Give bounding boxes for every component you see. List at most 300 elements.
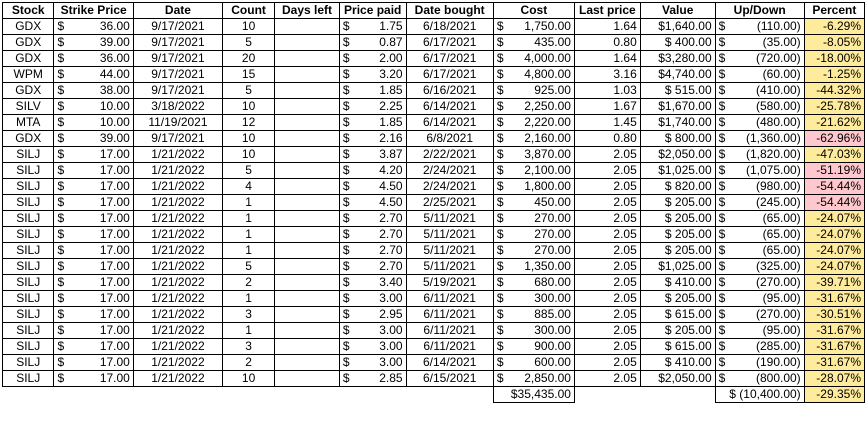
cell-date[interactable]: 1/21/2022 [133,339,222,355]
cell-date-bought[interactable]: 6/14/2021 [406,355,493,371]
cell-cost[interactable]: $ 270.00 [493,211,574,227]
cell-stock[interactable]: SILJ [3,259,54,275]
cell-date-bought[interactable]: 6/16/2021 [406,83,493,99]
cell-count[interactable]: 1 [223,211,275,227]
cell-price-paid[interactable]: $ 2.85 [339,371,406,387]
cell-count[interactable]: 5 [223,35,275,51]
cell-days-left[interactable] [275,147,340,163]
cell-value[interactable]: $ 400.00 [640,35,715,51]
cell-days-left[interactable] [275,371,340,387]
cell-price-paid[interactable]: $ 2.00 [339,51,406,67]
cell-date[interactable]: 1/21/2022 [133,275,222,291]
cell-percent[interactable]: -31.67% [804,291,864,307]
cell-strike-price[interactable]: $ 17.00 [54,355,133,371]
cell-percent[interactable]: -47.03% [804,147,864,163]
cell-percent[interactable]: -1.25% [804,67,864,83]
cell-percent[interactable]: -30.51% [804,307,864,323]
cell-date-bought[interactable]: 5/11/2021 [406,211,493,227]
cell-date[interactable]: 1/21/2022 [133,291,222,307]
cell-last-price[interactable]: 1.45 [574,115,640,131]
table-row[interactable] [3,67,865,83]
cell-days-left[interactable] [275,291,340,307]
cell-date[interactable]: 1/21/2022 [133,147,222,163]
cell-price-paid[interactable]: $ 0.87 [339,35,406,51]
cell-percent[interactable]: -25.78% [804,99,864,115]
cell-percent[interactable]: -18.00% [804,51,864,67]
cell-days-left[interactable] [275,115,340,131]
cell-strike-price[interactable]: $ 39.00 [54,131,133,147]
cell-price-paid[interactable]: $ 2.25 [339,99,406,115]
cell-stock[interactable]: SILJ [3,371,54,387]
cell-value[interactable]: $1,025.00 [640,259,715,275]
cell-value[interactable]: $ 800.00 [640,131,715,147]
table-row[interactable] [3,179,865,195]
cell-days-left[interactable] [275,211,340,227]
cell-strike-price[interactable]: $ 17.00 [54,227,133,243]
cell-days-left[interactable] [275,195,340,211]
cell-strike-price[interactable]: $ 17.00 [54,339,133,355]
cell-date-bought[interactable]: 6/8/2021 [406,131,493,147]
cell-price-paid[interactable]: $ 3.40 [339,275,406,291]
cell-date-bought[interactable]: 2/24/2021 [406,179,493,195]
cell-cost[interactable]: $ 270.00 [493,243,574,259]
cell-days-left[interactable] [275,19,340,35]
cell-date[interactable]: 9/17/2021 [133,35,222,51]
cell-date[interactable]: 1/21/2022 [133,371,222,387]
cell-date[interactable]: 1/21/2022 [133,259,222,275]
cell-value[interactable]: $ 205.00 [640,211,715,227]
cell-date[interactable]: 1/21/2022 [133,211,222,227]
cell-price-paid[interactable]: $ 4.50 [339,179,406,195]
table-row[interactable] [3,195,865,211]
cell-updown[interactable]: $ (285.00) [715,339,804,355]
cell-updown[interactable]: $ (60.00) [715,67,804,83]
cell-last-price[interactable]: 2.05 [574,163,640,179]
cell-count[interactable]: 1 [223,195,275,211]
cell-last-price[interactable]: 2.05 [574,371,640,387]
cell-price-paid[interactable]: $ 2.70 [339,243,406,259]
cell-percent[interactable]: -51.19% [804,163,864,179]
cell-date[interactable]: 1/21/2022 [133,355,222,371]
cell-updown[interactable]: $ (980.00) [715,179,804,195]
cell-last-price[interactable]: 0.80 [574,35,640,51]
cell-count[interactable]: 1 [223,227,275,243]
table-row[interactable] [3,147,865,163]
cell-cost[interactable]: $ 600.00 [493,355,574,371]
cell-last-price[interactable]: 3.16 [574,67,640,83]
cell-updown[interactable]: $ (1,360.00) [715,131,804,147]
cell-percent[interactable]: -54.44% [804,195,864,211]
cell-percent[interactable]: -31.67% [804,323,864,339]
cell-last-price[interactable]: 2.05 [574,355,640,371]
cell-count[interactable]: 1 [223,243,275,259]
cell-count[interactable]: 10 [223,147,275,163]
cell-value[interactable]: $4,740.00 [640,67,715,83]
cell-date-bought[interactable]: 6/17/2021 [406,67,493,83]
cell-strike-price[interactable]: $ 17.00 [54,147,133,163]
cell-updown[interactable]: $ (270.00) [715,275,804,291]
cell-days-left[interactable] [275,339,340,355]
cell-updown[interactable]: $ (325.00) [715,259,804,275]
cell-cost[interactable]: $ 270.00 [493,227,574,243]
table-row[interactable] [3,355,865,371]
column-header-date-bought[interactable]: Date bought [406,3,493,19]
cell-cost[interactable]: $ 900.00 [493,339,574,355]
total-percent[interactable]: -29.35% [804,387,864,403]
cell-value[interactable]: $ 515.00 [640,83,715,99]
cell-date[interactable]: 1/21/2022 [133,323,222,339]
cell-count[interactable]: 10 [223,371,275,387]
table-row[interactable] [3,227,865,243]
cell-percent[interactable]: -24.07% [804,259,864,275]
cell-percent[interactable]: -28.07% [804,371,864,387]
cell-price-paid[interactable]: $ 3.20 [339,67,406,83]
cell-days-left[interactable] [275,323,340,339]
cell-date-bought[interactable]: 6/11/2021 [406,323,493,339]
cell-value[interactable]: $2,050.00 [640,371,715,387]
cell-cost[interactable]: $ 3,870.00 [493,147,574,163]
cell-cost[interactable]: $ 2,220.00 [493,115,574,131]
cell-stock[interactable]: GDX [3,35,54,51]
cell-value[interactable]: $3,280.00 [640,51,715,67]
cell-count[interactable]: 1 [223,323,275,339]
cell-last-price[interactable]: 1.03 [574,83,640,99]
cell-price-paid[interactable]: $ 1.85 [339,83,406,99]
cell-last-price[interactable]: 2.05 [574,195,640,211]
cell-updown[interactable]: $ (270.00) [715,307,804,323]
table-row[interactable] [3,323,865,339]
cell-price-paid[interactable]: $ 2.70 [339,259,406,275]
cell-strike-price[interactable]: $ 17.00 [54,307,133,323]
cell-cost[interactable]: $ 2,850.00 [493,371,574,387]
table-row[interactable] [3,115,865,131]
table-row[interactable] [3,275,865,291]
table-row[interactable] [3,51,865,67]
cell-cost[interactable]: $ 1,800.00 [493,179,574,195]
cell-count[interactable]: 2 [223,355,275,371]
cell-stock[interactable]: WPM [3,67,54,83]
cell-percent[interactable]: -8.05% [804,35,864,51]
table-row[interactable] [3,243,865,259]
cell-stock[interactable]: GDX [3,19,54,35]
cell-count[interactable]: 5 [223,163,275,179]
cell-date[interactable]: 9/17/2021 [133,131,222,147]
table-row[interactable] [3,131,865,147]
cell-count[interactable]: 3 [223,339,275,355]
cell-date[interactable]: 9/17/2021 [133,67,222,83]
cell-updown[interactable]: $ (65.00) [715,227,804,243]
cell-price-paid[interactable]: $ 1.75 [339,19,406,35]
cell-strike-price[interactable]: $ 44.00 [54,67,133,83]
cell-stock[interactable]: SILJ [3,179,54,195]
cell-date-bought[interactable]: 6/11/2021 [406,291,493,307]
cell-count[interactable]: 5 [223,259,275,275]
cell-date-bought[interactable]: 6/11/2021 [406,339,493,355]
cell-count[interactable]: 10 [223,99,275,115]
cell-value[interactable]: $1,740.00 [640,115,715,131]
cell-updown[interactable]: $ (720.00) [715,51,804,67]
cell-date-bought[interactable]: 6/11/2021 [406,307,493,323]
cell-days-left[interactable] [275,163,340,179]
cell-count[interactable]: 1 [223,291,275,307]
cell-date-bought[interactable]: 2/24/2021 [406,163,493,179]
cell-percent[interactable]: -44.32% [804,83,864,99]
cell-percent[interactable]: -24.07% [804,243,864,259]
cell-last-price[interactable]: 2.05 [574,243,640,259]
cell-count[interactable]: 20 [223,51,275,67]
cell-value[interactable]: $2,050.00 [640,147,715,163]
cell-last-price[interactable]: 2.05 [574,275,640,291]
cell-cost[interactable]: $ 2,160.00 [493,131,574,147]
cell-percent[interactable]: -31.67% [804,339,864,355]
cell-value[interactable]: $1,670.00 [640,99,715,115]
cell-last-price[interactable]: 2.05 [574,259,640,275]
cell-cost[interactable]: $ 450.00 [493,195,574,211]
cell-date-bought[interactable]: 5/11/2021 [406,243,493,259]
total-cost[interactable]: $35,435.00 [493,387,574,403]
cell-date-bought[interactable]: 6/14/2021 [406,99,493,115]
cell-updown[interactable]: $ (65.00) [715,243,804,259]
column-header-last-price[interactable]: Last price [574,3,640,19]
cell-last-price[interactable]: 2.05 [574,179,640,195]
cell-days-left[interactable] [275,131,340,147]
cell-cost[interactable]: $ 300.00 [493,323,574,339]
cell-stock[interactable]: SILJ [3,147,54,163]
cell-stock[interactable]: SILJ [3,339,54,355]
cell-date[interactable]: 1/21/2022 [133,195,222,211]
cell-price-paid[interactable]: $ 2.16 [339,131,406,147]
cell-cost[interactable]: $ 4,800.00 [493,67,574,83]
cell-price-paid[interactable]: $ 3.00 [339,291,406,307]
table-row[interactable] [3,19,865,35]
cell-date[interactable]: 9/17/2021 [133,19,222,35]
cell-date-bought[interactable]: 5/19/2021 [406,275,493,291]
table-row[interactable] [3,291,865,307]
cell-strike-price[interactable]: $ 39.00 [54,35,133,51]
cell-days-left[interactable] [275,275,340,291]
cell-price-paid[interactable]: $ 1.85 [339,115,406,131]
cell-last-price[interactable]: 1.67 [574,99,640,115]
cell-value[interactable]: $ 615.00 [640,307,715,323]
cell-value[interactable]: $ 410.00 [640,275,715,291]
cell-percent[interactable]: -24.07% [804,211,864,227]
cell-strike-price[interactable]: $ 17.00 [54,179,133,195]
cell-cost[interactable]: $ 300.00 [493,291,574,307]
cell-date[interactable]: 1/21/2022 [133,227,222,243]
cell-updown[interactable]: $ (580.00) [715,99,804,115]
cell-price-paid[interactable]: $ 2.70 [339,227,406,243]
cell-date-bought[interactable]: 5/11/2021 [406,259,493,275]
cell-cost[interactable]: $ 1,350.00 [493,259,574,275]
cell-updown[interactable]: $ (480.00) [715,115,804,131]
column-header-date[interactable]: Date [133,3,222,19]
cell-stock[interactable]: MTA [3,115,54,131]
cell-value[interactable]: $ 820.00 [640,179,715,195]
cell-updown[interactable]: $ (110.00) [715,19,804,35]
table-row[interactable] [3,307,865,323]
table-row[interactable] [3,83,865,99]
cell-price-paid[interactable]: $ 2.95 [339,307,406,323]
cell-value[interactable]: $ 205.00 [640,291,715,307]
cell-last-price[interactable]: 2.05 [574,323,640,339]
cell-strike-price[interactable]: $ 17.00 [54,259,133,275]
cell-days-left[interactable] [275,179,340,195]
cell-percent[interactable]: -39.71% [804,275,864,291]
cell-value[interactable]: $1,640.00 [640,19,715,35]
cell-date[interactable]: 9/17/2021 [133,51,222,67]
table-row[interactable] [3,259,865,275]
cell-date[interactable]: 1/21/2022 [133,243,222,259]
cell-updown[interactable]: $ (35.00) [715,35,804,51]
cell-days-left[interactable] [275,355,340,371]
cell-stock[interactable]: SILJ [3,211,54,227]
cell-updown[interactable]: $ (800.00) [715,371,804,387]
cell-count[interactable]: 3 [223,307,275,323]
cell-price-paid[interactable]: $ 2.70 [339,211,406,227]
cell-date[interactable]: 11/19/2021 [133,115,222,131]
cell-days-left[interactable] [275,35,340,51]
cell-percent[interactable]: -21.62% [804,115,864,131]
cell-date-bought[interactable]: 2/22/2021 [406,147,493,163]
cell-value[interactable]: $1,025.00 [640,163,715,179]
column-header-cost[interactable]: Cost [493,3,574,19]
cell-last-price[interactable]: 2.05 [574,227,640,243]
cell-date-bought[interactable]: 6/18/2021 [406,19,493,35]
cell-cost[interactable]: $ 885.00 [493,307,574,323]
cell-cost[interactable]: $ 1,750.00 [493,19,574,35]
cell-cost[interactable]: $ 680.00 [493,275,574,291]
cell-percent[interactable]: -54.44% [804,179,864,195]
column-header-days-left[interactable]: Days left [275,3,340,19]
column-header-price-paid[interactable]: Price paid [339,3,406,19]
cell-count[interactable]: 10 [223,131,275,147]
cell-strike-price[interactable]: $ 17.00 [54,211,133,227]
cell-days-left[interactable] [275,83,340,99]
cell-stock[interactable]: SILJ [3,243,54,259]
cell-stock[interactable]: SILJ [3,163,54,179]
cell-stock[interactable]: GDX [3,51,54,67]
cell-updown[interactable]: $ (1,075.00) [715,163,804,179]
cell-date-bought[interactable]: 6/17/2021 [406,35,493,51]
cell-value[interactable]: $ 410.00 [640,355,715,371]
cell-date[interactable]: 1/21/2022 [133,307,222,323]
cell-value[interactable]: $ 615.00 [640,339,715,355]
table-row[interactable] [3,99,865,115]
cell-last-price[interactable]: 1.64 [574,51,640,67]
cell-count[interactable]: 15 [223,67,275,83]
column-header-updown[interactable]: Up/Down [715,3,804,19]
cell-percent[interactable]: -24.07% [804,227,864,243]
cell-stock[interactable]: SILJ [3,227,54,243]
cell-strike-price[interactable]: $ 17.00 [54,291,133,307]
cell-count[interactable]: 2 [223,275,275,291]
cell-value[interactable]: $ 205.00 [640,227,715,243]
cell-cost[interactable]: $ 2,250.00 [493,99,574,115]
cell-stock[interactable]: SILJ [3,307,54,323]
cell-count[interactable]: 5 [223,83,275,99]
cell-cost[interactable]: $ 925.00 [493,83,574,99]
cell-days-left[interactable] [275,99,340,115]
cell-updown[interactable]: $ (65.00) [715,211,804,227]
cell-strike-price[interactable]: $ 17.00 [54,371,133,387]
cell-date[interactable]: 3/18/2022 [133,99,222,115]
cell-stock[interactable]: SILJ [3,275,54,291]
cell-count[interactable]: 10 [223,19,275,35]
table-row[interactable] [3,35,865,51]
cell-date-bought[interactable]: 6/14/2021 [406,115,493,131]
cell-strike-price[interactable]: $ 36.00 [54,19,133,35]
cell-cost[interactable]: $ 435.00 [493,35,574,51]
cell-count[interactable]: 12 [223,115,275,131]
cell-value[interactable]: $ 205.00 [640,243,715,259]
cell-price-paid[interactable]: $ 3.00 [339,355,406,371]
cell-strike-price[interactable]: $ 17.00 [54,323,133,339]
cell-stock[interactable]: SILJ [3,291,54,307]
cell-percent[interactable]: -31.67% [804,355,864,371]
cell-days-left[interactable] [275,51,340,67]
column-header-percent[interactable]: Percent [804,3,864,19]
cell-days-left[interactable] [275,67,340,83]
cell-days-left[interactable] [275,307,340,323]
cell-percent[interactable]: -62.96% [804,131,864,147]
cell-percent[interactable]: -6.29% [804,19,864,35]
cell-updown[interactable]: $ (410.00) [715,83,804,99]
cell-strike-price[interactable]: $ 38.00 [54,83,133,99]
cell-date-bought[interactable]: 6/15/2021 [406,371,493,387]
cell-date-bought[interactable]: 6/17/2021 [406,51,493,67]
cell-updown[interactable]: $ (190.00) [715,355,804,371]
cell-value[interactable]: $ 205.00 [640,195,715,211]
table-row[interactable] [3,163,865,179]
cell-price-paid[interactable]: $ 3.87 [339,147,406,163]
cell-value[interactable]: $ 205.00 [640,323,715,339]
cell-strike-price[interactable]: $ 10.00 [54,115,133,131]
cell-price-paid[interactable]: $ 3.00 [339,339,406,355]
cell-strike-price[interactable]: $ 17.00 [54,163,133,179]
cell-last-price[interactable]: 2.05 [574,291,640,307]
cell-strike-price[interactable]: $ 17.00 [54,275,133,291]
cell-count[interactable]: 4 [223,179,275,195]
cell-updown[interactable]: $ (1,820.00) [715,147,804,163]
cell-stock[interactable]: SILJ [3,323,54,339]
cell-last-price[interactable]: 2.05 [574,211,640,227]
cell-price-paid[interactable]: $ 3.00 [339,323,406,339]
cell-date-bought[interactable]: 5/11/2021 [406,227,493,243]
cell-last-price[interactable]: 2.05 [574,339,640,355]
column-header-strike-price[interactable]: Strike Price [54,3,133,19]
cell-updown[interactable]: $ (245.00) [715,195,804,211]
cell-strike-price[interactable]: $ 10.00 [54,99,133,115]
cell-date-bought[interactable]: 2/25/2021 [406,195,493,211]
cell-last-price[interactable]: 2.05 [574,147,640,163]
cell-strike-price[interactable]: $ 17.00 [54,195,133,211]
cell-last-price[interactable]: 2.05 [574,307,640,323]
table-row[interactable] [3,211,865,227]
cell-stock[interactable]: SILJ [3,355,54,371]
table-row[interactable] [3,339,865,355]
cell-stock[interactable]: GDX [3,131,54,147]
cell-strike-price[interactable]: $ 36.00 [54,51,133,67]
cell-stock[interactable]: GDX [3,83,54,99]
cell-cost[interactable]: $ 2,100.00 [493,163,574,179]
cell-last-price[interactable]: 1.64 [574,19,640,35]
cell-date[interactable]: 1/21/2022 [133,179,222,195]
column-header-value[interactable]: Value [640,3,715,19]
cell-price-paid[interactable]: $ 4.20 [339,163,406,179]
cell-stock[interactable]: SILV [3,99,54,115]
cell-last-price[interactable]: 0.80 [574,131,640,147]
cell-cost[interactable]: $ 4,000.00 [493,51,574,67]
